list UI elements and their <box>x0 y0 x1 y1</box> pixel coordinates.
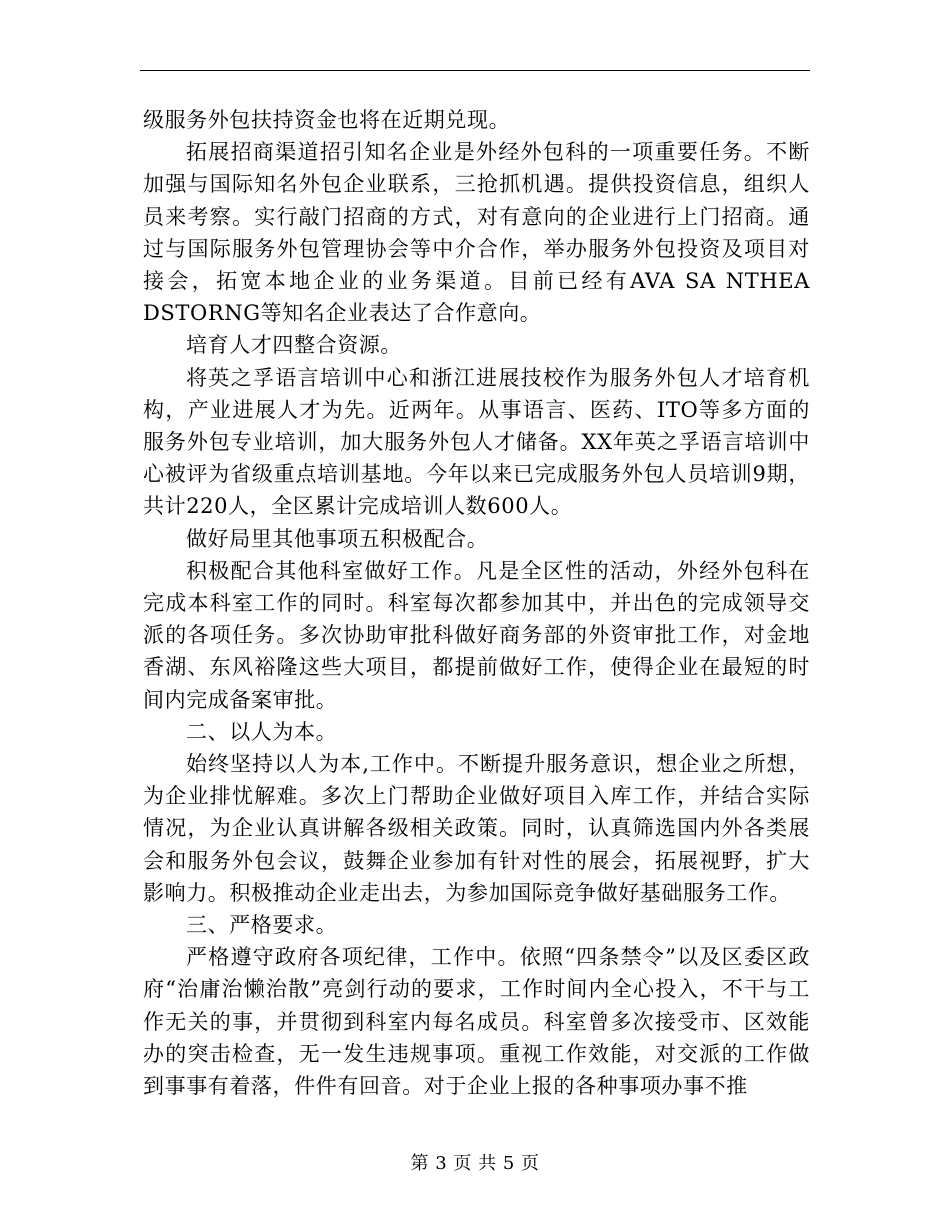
page-number: 第 3 页 共 5 页 <box>410 1153 540 1174</box>
paragraph: 将英之孚语言培训中心和浙江进展技校作为服务外包人才培育机构，产业进展人才为先。近两年。从事语言、医药、ITO等多方面的服务外包专业培训，加大服务外包人才储备。XX年英之孚语言培训中心被评为省级重点培训基地。今年以来已完成服务外包人员培训9期，共计220人，全区累计完成培训人数600人。 <box>143 365 810 519</box>
section-heading: 二、以人为本。 <box>186 719 338 744</box>
header-rule <box>140 70 810 71</box>
paragraph: 级服务外包扶持资金也将在近期兑现。 <box>143 108 511 132</box>
section-heading: 三、严格要求。 <box>186 913 338 938</box>
paragraph: 积极配合其他科室做好工作。凡是全区性的活动，外经外包科在完成本科室工作的同时。科室每次都参加其中，并出色的完成领导交派的各项任务。多次协助审批科做好商务部的外资审批工作，对金地香湖、东风裕隆这些大项目，都提前做好工作，使得企业在最短的时间内完成备案审批。 <box>143 558 810 712</box>
document-body <box>143 104 810 1102</box>
paragraph: 拓展招商渠道招引知名企业是外经外包科的一项重要任务。不断加强与国际知名外包企业联系，三抢抓机遇。提供投资信息，组织人员来考察。实行敲门招商的方式，对有意向的企业进行上门招商。通过与国际服务外包管理协会等中介合作，举办服务外包投资及项目对接会，拓宽本地企业的业务渠道。目前已经有AVA SA NTHEA DSTORNG等知名企业表达了合作意向。 <box>143 140 810 326</box>
section-heading: 培育人才四整合资源。 <box>186 333 402 358</box>
paragraph: 始终坚持以人为本,工作中。不断提升服务意识，想企业之所想，为企业排忧解难。多次上门帮助企业做好项目入库工作，并结合实际情况，为企业认真讲解各级相关政策。同时，认真筛选国内外各类展会和服务外包会议，鼓舞企业参加有针对性的展会，拓展视野，扩大影响力。积极推动企业走出去，为参加国际竞争做好基础服务工作。 <box>143 752 810 905</box>
section-heading: 做好局里其他事项五积极配合。 <box>186 526 489 551</box>
paragraph: 严格遵守政府各项纪律，工作中。依照“四条禁令”以及区委区政府“治庸治懒治散”亮剑行动的要求，工作时间内全心投入，不干与工作无关的事，并贯彻到科室内每名成员。科室曾多次接受市、区效能办的突击检查，无一发生违规事项。重视工作效能，对交派的工作做到事事有着落，件件有回音。对于企业上报的各种事项办事不推 <box>143 945 810 1099</box>
